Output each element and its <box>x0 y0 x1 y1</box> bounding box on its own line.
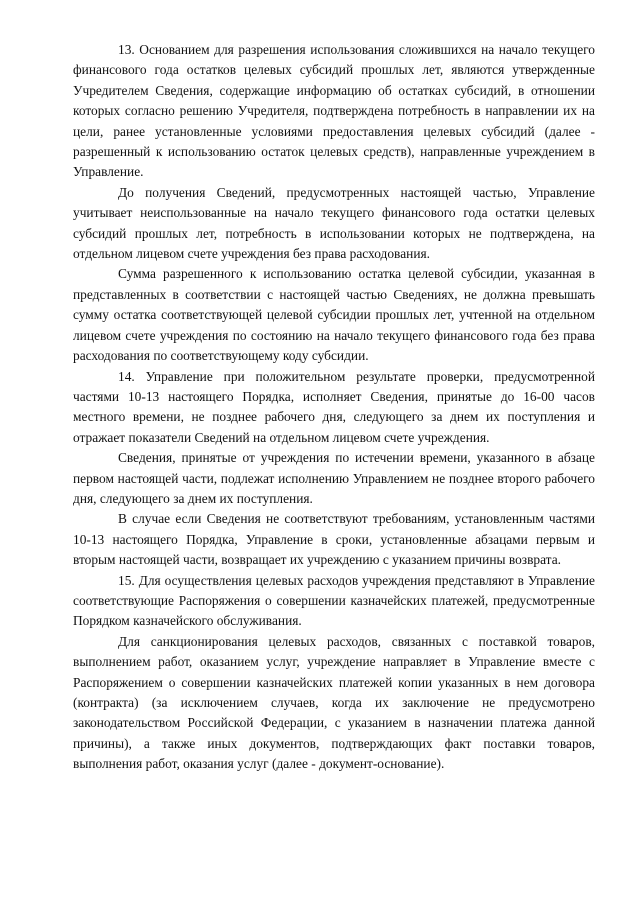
paragraph-13-before-receipt: До получения Сведений, предусмотренных настоящей частью, Управление учитывает неиспользованные на начало текущего финансового года остатки целевых субсидий прошлых лет, потребность в использовании которых не подтверждена, на отдельном лицевом счете учреждения без права расходования. <box>73 184 595 262</box>
paragraph-14-return: В случае если Сведения не соответствуют требованиям, установленным частями 10-13 настоящего Порядка, Управление в сроки, установленные абзацами первым и вторым настоящей части, возвращает их учреждению с указанием причины возврата. <box>73 511 595 568</box>
paragraph-15-orders: 15. Для осуществления целевых расходов учреждения представляют в Управление соответствующие Распоряжения о совершении казначейских платежей, предусмотренные Порядком казначейского обслуживания. <box>73 572 595 629</box>
paragraph-13-basis: 13. Основанием для разрешения использования сложившихся на начало текущего финансового года остатков целевых субсидий прошлых лет, являются утвержденные Учредителем Сведения, содержащие информацию об остатках субсидий, в отношении которых согласно решению Учредителя, подтверждена потребность в направлении их на цели, ранее установленные условиями предоставления целевых субсидий (далее - разрешенный к использованию остаток целевых средств), направленные учреждением в Управление. <box>73 42 595 180</box>
paragraph-15-sanction: Для санкционирования целевых расходов, связанных с поставкой товаров, выполнением работ, оказанием услуг, учреждение направляет в Управление вместе с Распоряжением о совершении казначейских платежей копии указанных в нем договора (контракта) (за исключением случаев, когда их заключение не предусмотрено законодательством Российской Федерации, с указанием в назначении платежа данной причины), а также иных документов, подтверждающих факт поставки товаров, выполнения работ, оказания услуг (далее - документ-основание). <box>73 633 595 772</box>
paragraph-13-amount-limit: Сумма разрешенного к использованию остатка целевой субсидии, указанная в представленных в соответствии с настоящей частью Сведениях, не должна превышать сумму остатка соответствующей целевой субсидии прошлых лет, учтенной на отдельном лицевом счете учреждения по состоянию на начало текущего финансового года без права расходования по соответствующему коду субсидии. <box>73 266 595 364</box>
document-page <box>73 40 595 775</box>
paragraph-14-late-receipt: Сведения, принятые от учреждения по истечении времени, указанного в абзаце первом настоящей части, подлежат исполнению Управлением не позднее второго рабочего дня, следующего за днем их поступления. <box>73 450 595 506</box>
paragraph-14-execution: 14. Управление при положительном результате проверки, предусмотренной частями 10-13 настоящего Порядка, исполняет Сведения, принятые до 16-00 часов местного времени, не позднее рабочего дня, следующего за днем их поступления и отражает показатели Сведений на отдельном лицевом счете учреждения. <box>73 368 595 445</box>
